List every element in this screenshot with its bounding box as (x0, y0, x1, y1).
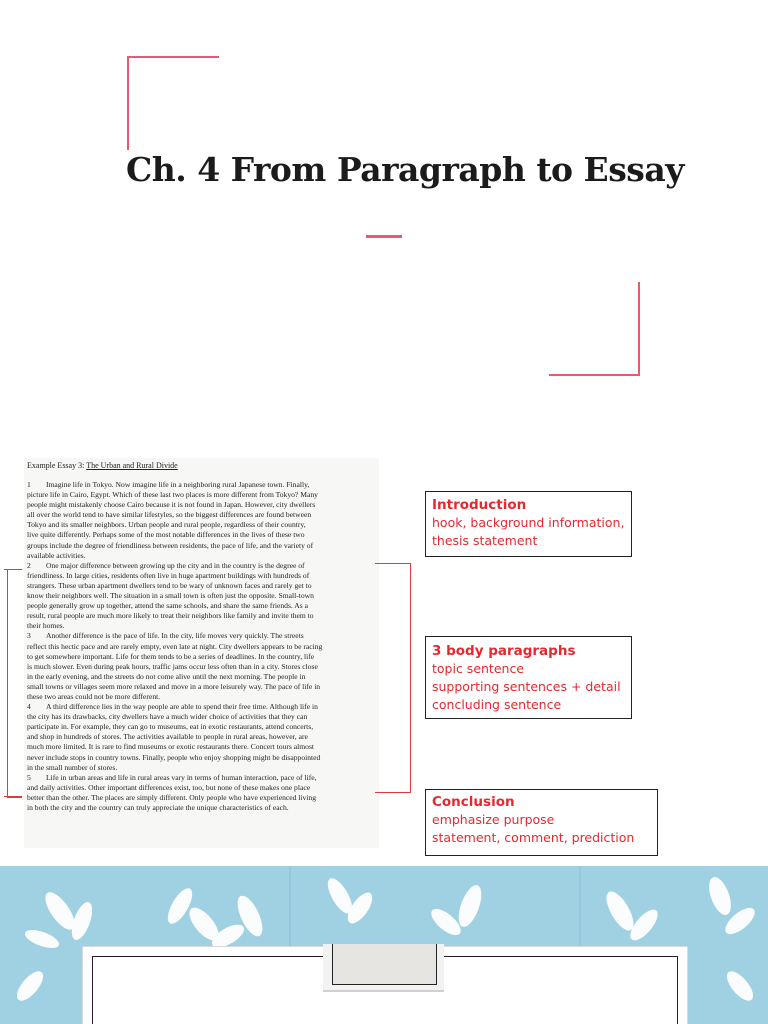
essay-line: strangers. These urban apartment dwellers tend to be wary of unknown faces and rarely get to (27, 580, 312, 590)
box-line: statement, comment, prediction (432, 830, 635, 845)
title-tab (323, 944, 444, 992)
box-line: concluding sentence (432, 697, 562, 712)
title-tab-inner (332, 944, 437, 985)
conclusion-box (425, 789, 658, 856)
essay-line: in both the city and the country can truly appreciate the unique characteristics of each. (27, 803, 289, 812)
title-underline-dash (366, 235, 402, 238)
leaf-icon (427, 882, 486, 939)
box-line: emphasize purpose (432, 812, 555, 827)
essay-structure-slide (0, 432, 768, 864)
essay-line: friendliness. In large cities, residents often live in huge apartment buildings with hundreds of (27, 570, 310, 580)
essay-line: their homes. (27, 621, 65, 631)
essay-line: groups include the degree of friendliness between residents, the pace of life, and the variety of (27, 540, 314, 550)
leaf-icon (208, 892, 267, 952)
leaf-pattern-slide (0, 866, 768, 1024)
box-heading: Introduction (432, 497, 527, 513)
essay-line: result, rural people are much more likely to treat their neighbors like family and invite them to (27, 611, 314, 621)
essay-line: much more limited. It is rare to find museums or exotic restaurants there. Concert tours almost (27, 742, 315, 752)
introduction-box (425, 491, 632, 557)
essay-line: 4 A third difference lies in the way people are able to spend their free time. Although life in (27, 702, 318, 712)
essay-line: small towns or villages seem more relaxed and move in a more leisurely way. The pace of life in (27, 681, 321, 691)
essay-body (27, 480, 377, 813)
box-line: thesis statement (432, 533, 538, 548)
essay-line: in the small number of stores. (27, 762, 118, 772)
essay-line: and shop in hundreds of stores. The activities available to people in rural areas, however, are (27, 732, 308, 742)
box-line: supporting sentences + detail (432, 679, 621, 694)
essay-line: the city has its drawbacks, city dwellers have a much wider choice of activities that they can (27, 712, 308, 722)
essay-line: to get somewhere important. Life for them tends to be a series of deadlines. In the country, life (27, 651, 315, 661)
body-paragraphs-bracket-left (7, 569, 22, 798)
essay-line: participate in. For example, they can go to museums, eat in exotic restaurants, attend concerts, (27, 722, 314, 732)
decorative-corner-line (549, 374, 640, 376)
title-slide (0, 0, 768, 432)
leaf-icon (722, 967, 757, 1005)
bracket-tick (4, 796, 22, 797)
box-line: topic sentence (432, 661, 525, 676)
box-heading: Conclusion (432, 794, 515, 810)
essay-heading-title: The Urban and Rural Divide (86, 461, 178, 470)
essay-line: these two areas could not be more different. (27, 691, 161, 701)
essay-line: picture life in Cairo, Egypt. Which of these last two places is more different from Tokyo? Many (27, 490, 318, 500)
essay-line: available activities. (27, 550, 86, 560)
decorative-corner-line (638, 282, 640, 376)
example-essay-image (24, 458, 379, 848)
essay-line: 5 Life in urban areas and life in rural areas vary in terms of human interaction, pace of life, (27, 772, 317, 782)
essay-line: 2 One major difference between growing up the city and in the country is the degree of (27, 560, 305, 570)
essay-line: is much slower. Even during peak hours, traffic jams occur less often than in a city. Stores close (27, 661, 318, 671)
essay-line: in the early evening, and the streets do not come alive until the next morning. The people in (27, 671, 306, 681)
box-heading: 3 body paragraphs (432, 643, 576, 659)
essay-line: people generally grow up together, attend the same schools, and share the same friends. As a (27, 601, 308, 611)
box-line: hook, background information, (432, 515, 625, 530)
essay-line: people might mistakenly choose Cairo because it is not found in Japan. However, city dwellers (27, 500, 316, 510)
essay-heading-prefix: Example Essay 3: (27, 461, 87, 470)
leaf-icon (601, 887, 662, 944)
body-paragraphs-bracket-right (375, 563, 411, 793)
essay-line: and daily activities. Other important differences exist, too, but none of these makes one place (27, 782, 311, 792)
essay-line: know their neighbors well. The situation in a small town is often just the opposite. Small-town (27, 591, 314, 601)
essay-line: 1 Imagine life in Tokyo. Now imagine life in a neighboring rural Japanese town. Finally, (27, 480, 310, 489)
body-paragraphs-box (425, 636, 632, 719)
essay-line: never include stops in country towns. Finally, people who enjoy shopping might be disappointed (27, 752, 321, 762)
bracket-tick (4, 569, 22, 570)
leaf-icon (163, 885, 224, 945)
leaf-icon (23, 888, 97, 952)
leaf-icon (705, 874, 759, 939)
decorative-corner-line (127, 56, 219, 58)
essay-line: 3 Another difference is the pace of life. In the city, life moves very quickly. The streets (27, 631, 304, 641)
leaf-icon (323, 875, 377, 928)
essay-line: Tokyo and its smaller neighbors. Urban people and rural people, regardless of their country, (27, 520, 306, 530)
decorative-corner-line (127, 56, 129, 150)
essay-heading (27, 461, 178, 471)
essay-line: all over the world tend to have similar lifestyles, so the biggest differences are found between (27, 510, 312, 520)
slide-title: Ch. 4 From Paragraph to Essay (126, 150, 684, 189)
leaf-icon (12, 967, 47, 1005)
essay-line: better than the other. The places are simply different. Only people who have experienced living (27, 792, 317, 802)
essay-line: live quite differently. Perhaps some of the most notable differences in the lives of these two (27, 530, 305, 540)
essay-line: reflect this hectic pace and are rarely empty, even late at night. City dwellers appears to be racing (27, 641, 323, 651)
